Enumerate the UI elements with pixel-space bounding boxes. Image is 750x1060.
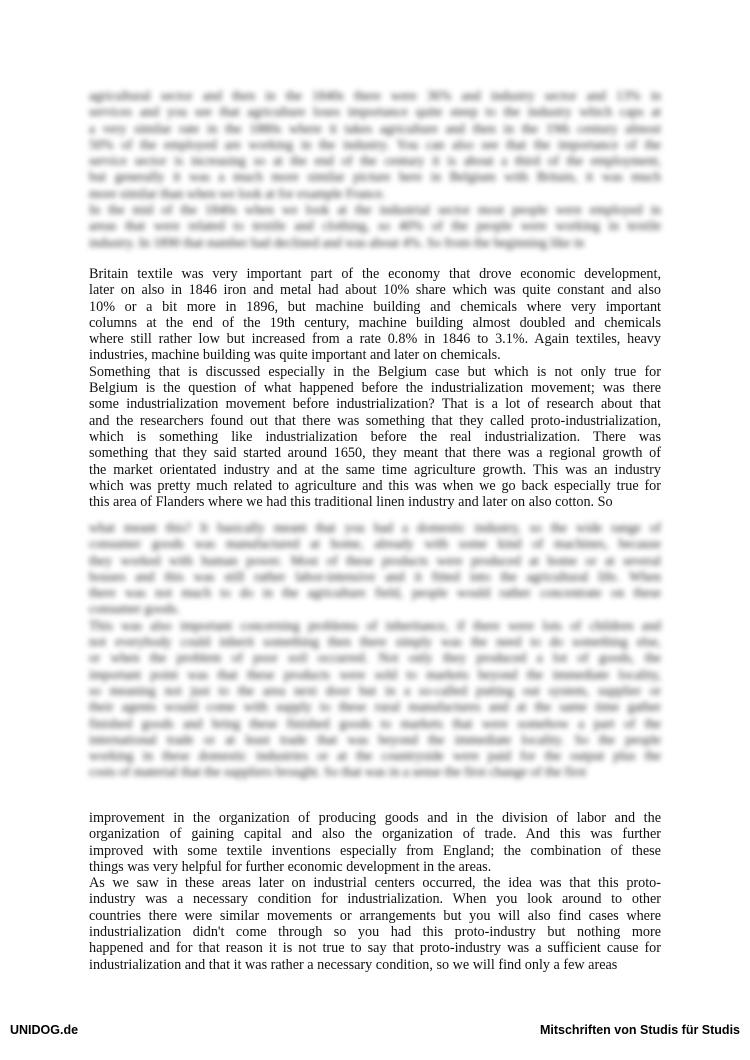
footer-brand: UNIDOG.de xyxy=(10,1023,79,1037)
text-line: or when the problem of poor soil occurred. Not only they produced a lot of goods, the xyxy=(89,650,661,666)
text-line: what meant this? It basically meant that you had a domestic industry, so the wide range of xyxy=(89,520,661,535)
text-line: a very similar rate in the 1880s where it takes agriculture and then in the 19th century almost xyxy=(89,120,661,136)
text-line: Britain textile was very important part of the economy that drove economic development, xyxy=(89,266,661,282)
text-line: but generally it was a much more similar picture here in Belgium with Britain, it was much xyxy=(89,169,661,185)
blurred-text-top xyxy=(89,88,661,251)
text-line: 10% or a bit more in 1896, but machine building and chemicals where very important xyxy=(89,298,661,315)
text-line: houses and this was still rather labor-intensive and it fitted into the agricultural life. When xyxy=(89,568,661,584)
text-line: costs of material that the suppliers brought. So that was in a sense the first change of the first xyxy=(89,764,587,780)
visible-text-bottom xyxy=(89,810,661,973)
text-line: consumer goods. xyxy=(89,601,180,617)
text-line: finished goods and bring these finished goods to markets that were somehow a part of the xyxy=(89,715,661,731)
text-line: the market orientated industry and at the same time agriculture growth. This was an industry xyxy=(89,461,661,478)
text-line: industry was a necessary condition for industrialization. When you look around to other xyxy=(89,891,661,908)
visible-text-middle xyxy=(89,266,661,510)
text-line: Belgium is the question of what happened before the industrialization movement; was there xyxy=(89,380,661,397)
text-line: where still rather low but increased from a rate 0.8% in 1846 to 3.1%. Again textiles, heavy xyxy=(89,331,661,348)
text-line: improvement in the organization of producing goods and in the division of labor and the xyxy=(89,810,661,826)
text-line: This was also important concerning problems of inheritance, if there were lots of children and xyxy=(89,617,661,633)
text-line: there was not much to do in the agriculture field, people would rather concentrate on these xyxy=(89,585,661,601)
text-line: consumer goods was manufactured at home, already with some kind of machines, because xyxy=(89,536,661,552)
text-line: As we saw in these areas later on industrial centers occurred, the idea was that this proto- xyxy=(89,875,661,892)
text-line: something that they said started around 1650, they meant that there was a regional growth of xyxy=(89,445,661,462)
text-line: countries there were similar movements or arrangements but you will also find cases where xyxy=(89,907,661,924)
text-line: organization of gaining capital and also the organization of trade. And this was further xyxy=(89,826,661,843)
text-line: some industrialization movement before industrialization? That is a lot of research about that xyxy=(89,396,661,413)
text-line: In the mid of the 1840s when we look at the industrial sector most people were employed in xyxy=(89,202,661,218)
text-line: industries, machine building was quite important and later on chemicals. xyxy=(89,347,501,364)
text-line: important point was that these products were sold to markets beyond the immediate locality, xyxy=(89,666,661,682)
text-line: areas that were related to textile and clothing, so 40% of the people were working in textile xyxy=(89,218,661,234)
text-line: which was pretty much related to agriculture and this was when we go back especially true for xyxy=(89,477,661,494)
text-line: working in these domestic industries or at the countryside were paid for the output plus the xyxy=(89,748,661,764)
text-line: things was very helpful for further economic development in the areas. xyxy=(89,858,492,875)
text-line: improved with some textile inventions especially from England; the combination of these xyxy=(89,842,661,859)
text-line: so meaning not just to the area next door but in a so-called putting out system, supplier or xyxy=(89,682,661,698)
text-line: international trade or at least trade that was beyond the immediate locality. So the people xyxy=(89,731,661,747)
text-line: Something that is discussed especially in the Belgium case but which is not only true for xyxy=(89,363,661,380)
text-line: not everybody could inherit something then there simply was the need to do something else, xyxy=(89,634,661,650)
text-line: industry. In 1890 that number had declined and was about 4%. So from the beginning like in xyxy=(89,234,585,250)
text-line: their agents would come with supply to these rural manufactures and at the same time gather xyxy=(89,699,661,715)
text-line: happened and for that reason it is not true to say that proto-industry was a sufficient cause for xyxy=(89,940,661,957)
text-line: 50% of the employed are working in the industry. You can also see that the importance of the xyxy=(89,136,661,152)
text-line: they worked with human power. Most of these products were produced at home or at several xyxy=(89,552,661,568)
text-line: more similar than when we look at for example France. xyxy=(89,185,386,201)
text-line: this area of Flanders where we had this traditional linen industry and later on also cotton. So xyxy=(89,494,613,511)
text-line: services and you see that agriculture loses importance quite steep to the industry which caps at xyxy=(89,104,661,120)
text-line: agricultural sector and then in the 1840s there were 36% and industry sector and 13% in xyxy=(89,88,661,103)
text-line: later on also in 1846 iron and metal had about 10% share which was quite constant and also xyxy=(89,282,661,299)
text-line: and the researchers found out that there was something that they called proto-industrialization, xyxy=(89,412,661,429)
blurred-text-middle xyxy=(89,520,661,781)
text-line: which is something like industrialization before the real industrialization. There was xyxy=(89,428,661,445)
text-line: service sector is increasing so at the end of the century it is about a third of the employment, xyxy=(89,153,661,169)
footer-tagline: Mitschriften von Studis für Studis xyxy=(539,1023,740,1037)
text-line: columns at the end of the 19th century, machine building almost doubled and chemicals xyxy=(89,314,661,331)
text-line: industrialization didn't come through so you had this proto-industry but nothing more xyxy=(89,924,661,941)
text-line: industrialization and that it was rather a necessary condition, so we will find only a few areas xyxy=(89,956,618,973)
